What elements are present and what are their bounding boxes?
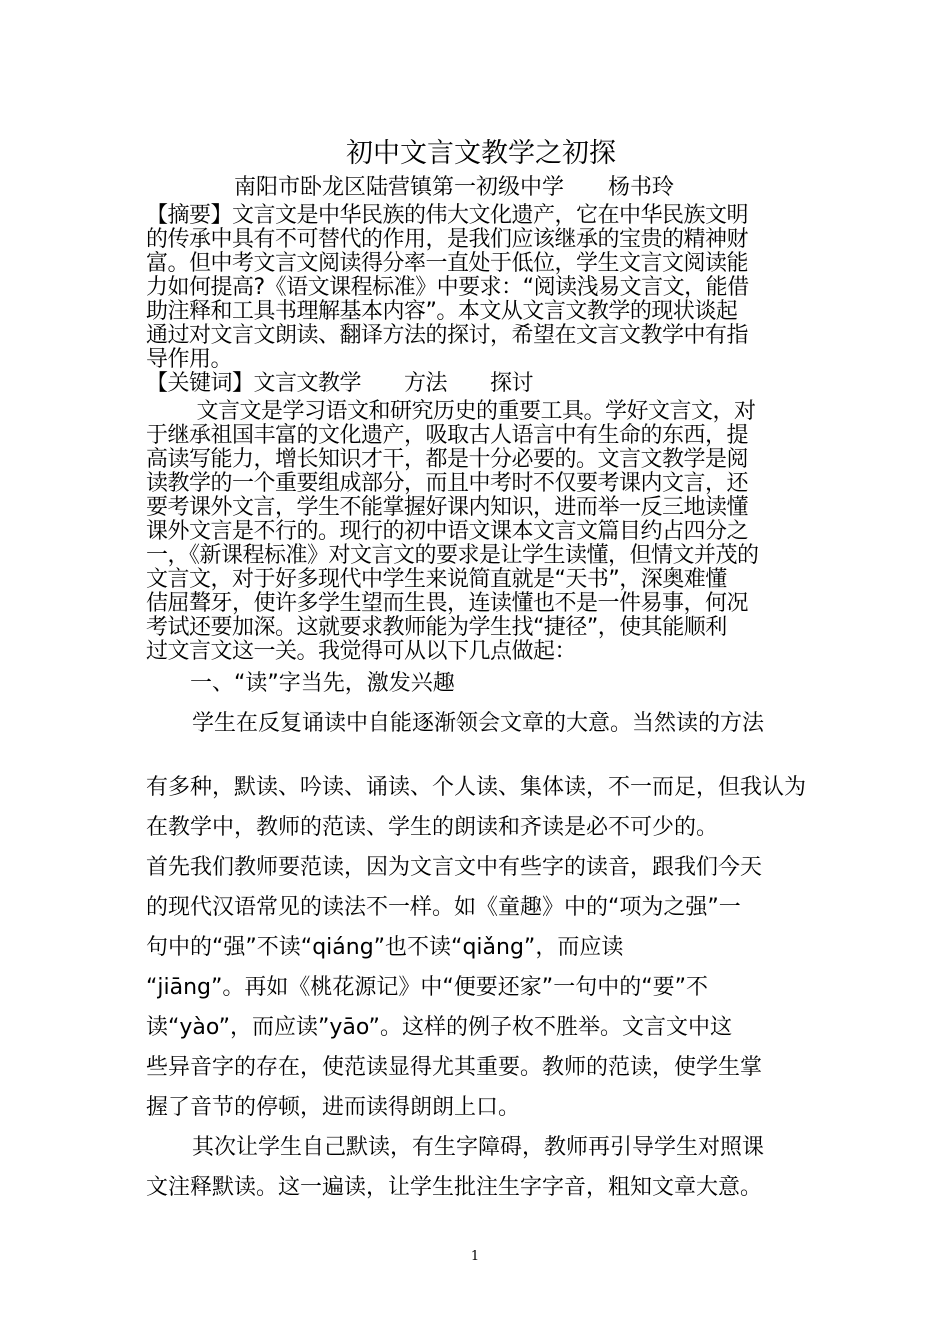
- body-line: 一，《新课程标准》对文言文的要求是让学生读懂，但情文并茂的: [146, 543, 759, 568]
- body-line: 读“yào”，而应读”yāo”。这样的例子枚不胜举。文言文中这: [146, 1015, 732, 1040]
- body-line: 读教学的一个重要组成部分，而且中考时不仅要考课内文言，还: [146, 471, 749, 496]
- byline: 南阳市卧龙区陆营镇第一初级中学 杨书玲: [234, 175, 675, 200]
- body-line: 握了音节的停顿，进而读得朗朗上口。: [146, 1095, 521, 1120]
- body-line: 过文言文这一关。我觉得可从以下几点做起：: [146, 639, 577, 664]
- body-line: 考试还要加深。这就要求教师能为学生找“捷径”，使其能顺利: [146, 615, 727, 640]
- abstract-line: 通过对文言文朗读、翻译方法的探讨，希望在文言文教学中有指: [146, 323, 749, 348]
- body-line: 文注释默读。这一遍读，让学生批注生字字音，粗知文章大意。: [146, 1175, 763, 1200]
- body-line: 高读写能力，增长知识才干，都是十分必要的。文言文教学是阅: [146, 447, 749, 472]
- body-line: 在教学中，教师的范读、学生的朗读和齐读是必不可少的。: [146, 815, 719, 840]
- abstract-line: 的传承中具有不可替代的作用，是我们应该继承的宝贵的精神财: [146, 227, 749, 252]
- body-line: 首先我们教师要范读，因为文言文中有些字的读音，跟我们今天: [146, 855, 763, 880]
- body-line: 要考课外文言，学生不能掌握好课内知识，进而举一反三地读懂: [146, 495, 749, 520]
- body-line: 佶屈聱牙，使许多学生望而生畏，连读懂也不是一件易事，何况: [146, 591, 749, 616]
- abstract-line: 【摘要】文言文是中华民族的伟大文化遗产，它在中华民族文明: [146, 203, 749, 228]
- body-line: 的现代汉语常见的读法不一样。如《童趣》中的“项为之强”一: [146, 895, 741, 920]
- body-line: 有多种，默读、吟读、诵读、个人读、集体读，不一而足，但我认为: [146, 775, 807, 800]
- body-line: 学生在反复诵读中自能逐渐领会文章的大意。当然读的方法: [192, 711, 765, 736]
- body-line: 其次让学生自己默读，有生字障碍，教师再引导学生对照课: [192, 1135, 765, 1160]
- section-heading: 一、“读”字当先，激发兴趣: [190, 671, 455, 696]
- body-line: 课外文言是不行的。现行的初中语文课本文言文篇目约占四分之: [146, 519, 749, 544]
- body-line: 些异音字的存在，使范读显得尤其重要。教师的范读，使学生掌: [146, 1055, 763, 1080]
- body-line: 文言文，对于好多现代中学生来说简直就是“天书”，深奥难懂: [146, 567, 727, 592]
- document-title: 初中文言文教学之初探: [346, 138, 616, 169]
- keywords-line: 【关键词】文言文教学 方法 探讨: [146, 371, 534, 396]
- page-number: 1: [470, 1249, 480, 1264]
- abstract-line: 富。但中考文言文阅读得分率一直处于低位，学生文言文阅读能: [146, 251, 749, 276]
- abstract-line: 导作用。: [146, 347, 233, 372]
- body-line: “jiāng”。再如《桃花源记》中“便要还家”一句中的“要”不: [146, 975, 709, 1000]
- body-line: 句中的“强”不读“qiáng”也不读“qiǎng”，而应读: [146, 935, 624, 960]
- body-line: 文言文是学习语文和研究历史的重要工具。学好文言文，对: [175, 399, 756, 424]
- abstract-line: 力如何提高?《语文课程标准》中要求：“阅读浅易文言文，能借: [146, 275, 749, 300]
- abstract-line: 助注释和工具书理解基本内容”。本文从文言文教学的现状谈起: [146, 299, 738, 324]
- body-line: 于继承祖国丰富的文化遗产，吸取古人语言中有生命的东西，提: [146, 423, 749, 448]
